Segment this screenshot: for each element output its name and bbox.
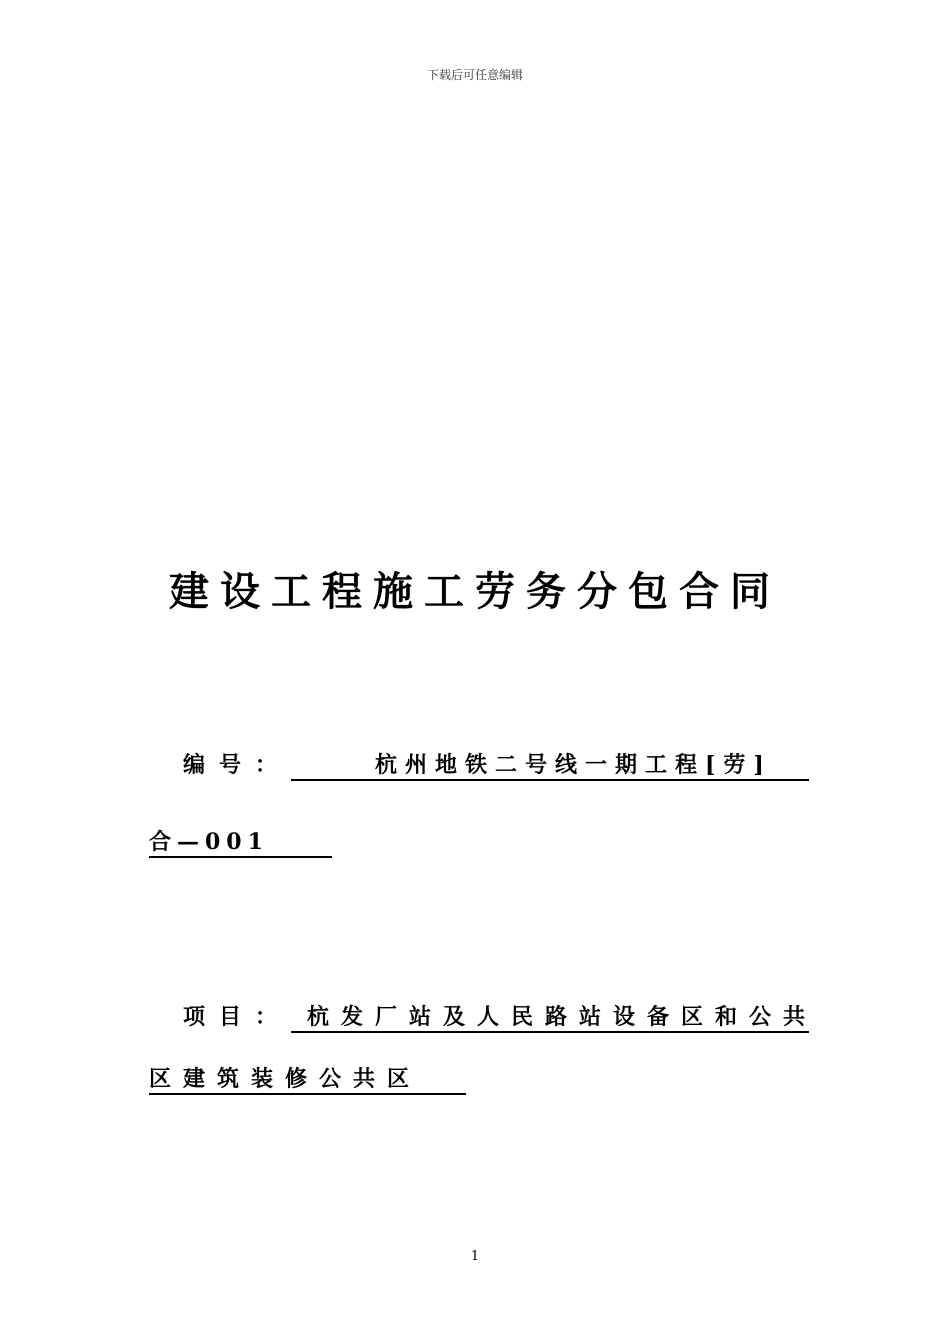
header-note: 下载后可任意编辑 (426, 68, 523, 82)
project-value-line1: 杭发厂站及人民路站设备区和公共 (291, 1000, 809, 1033)
project-label: 项目： (183, 1004, 292, 1030)
project-row (183, 1000, 818, 1033)
page-number: 1 (470, 1249, 480, 1264)
project-value-line2: 区建筑装修公共区 (149, 1062, 466, 1095)
contract-number-row-continued (149, 825, 332, 858)
contract-number-row (183, 748, 809, 781)
project-row-continued (149, 1062, 466, 1095)
contract-number-label: 编号： (183, 752, 292, 778)
document-title: 建设工程施工劳务分包合同 (169, 568, 781, 615)
contract-number-value-line1: 杭州地铁二号线一期工程[劳] (291, 748, 809, 781)
contract-number-value-line2: 合—001 (149, 825, 332, 858)
